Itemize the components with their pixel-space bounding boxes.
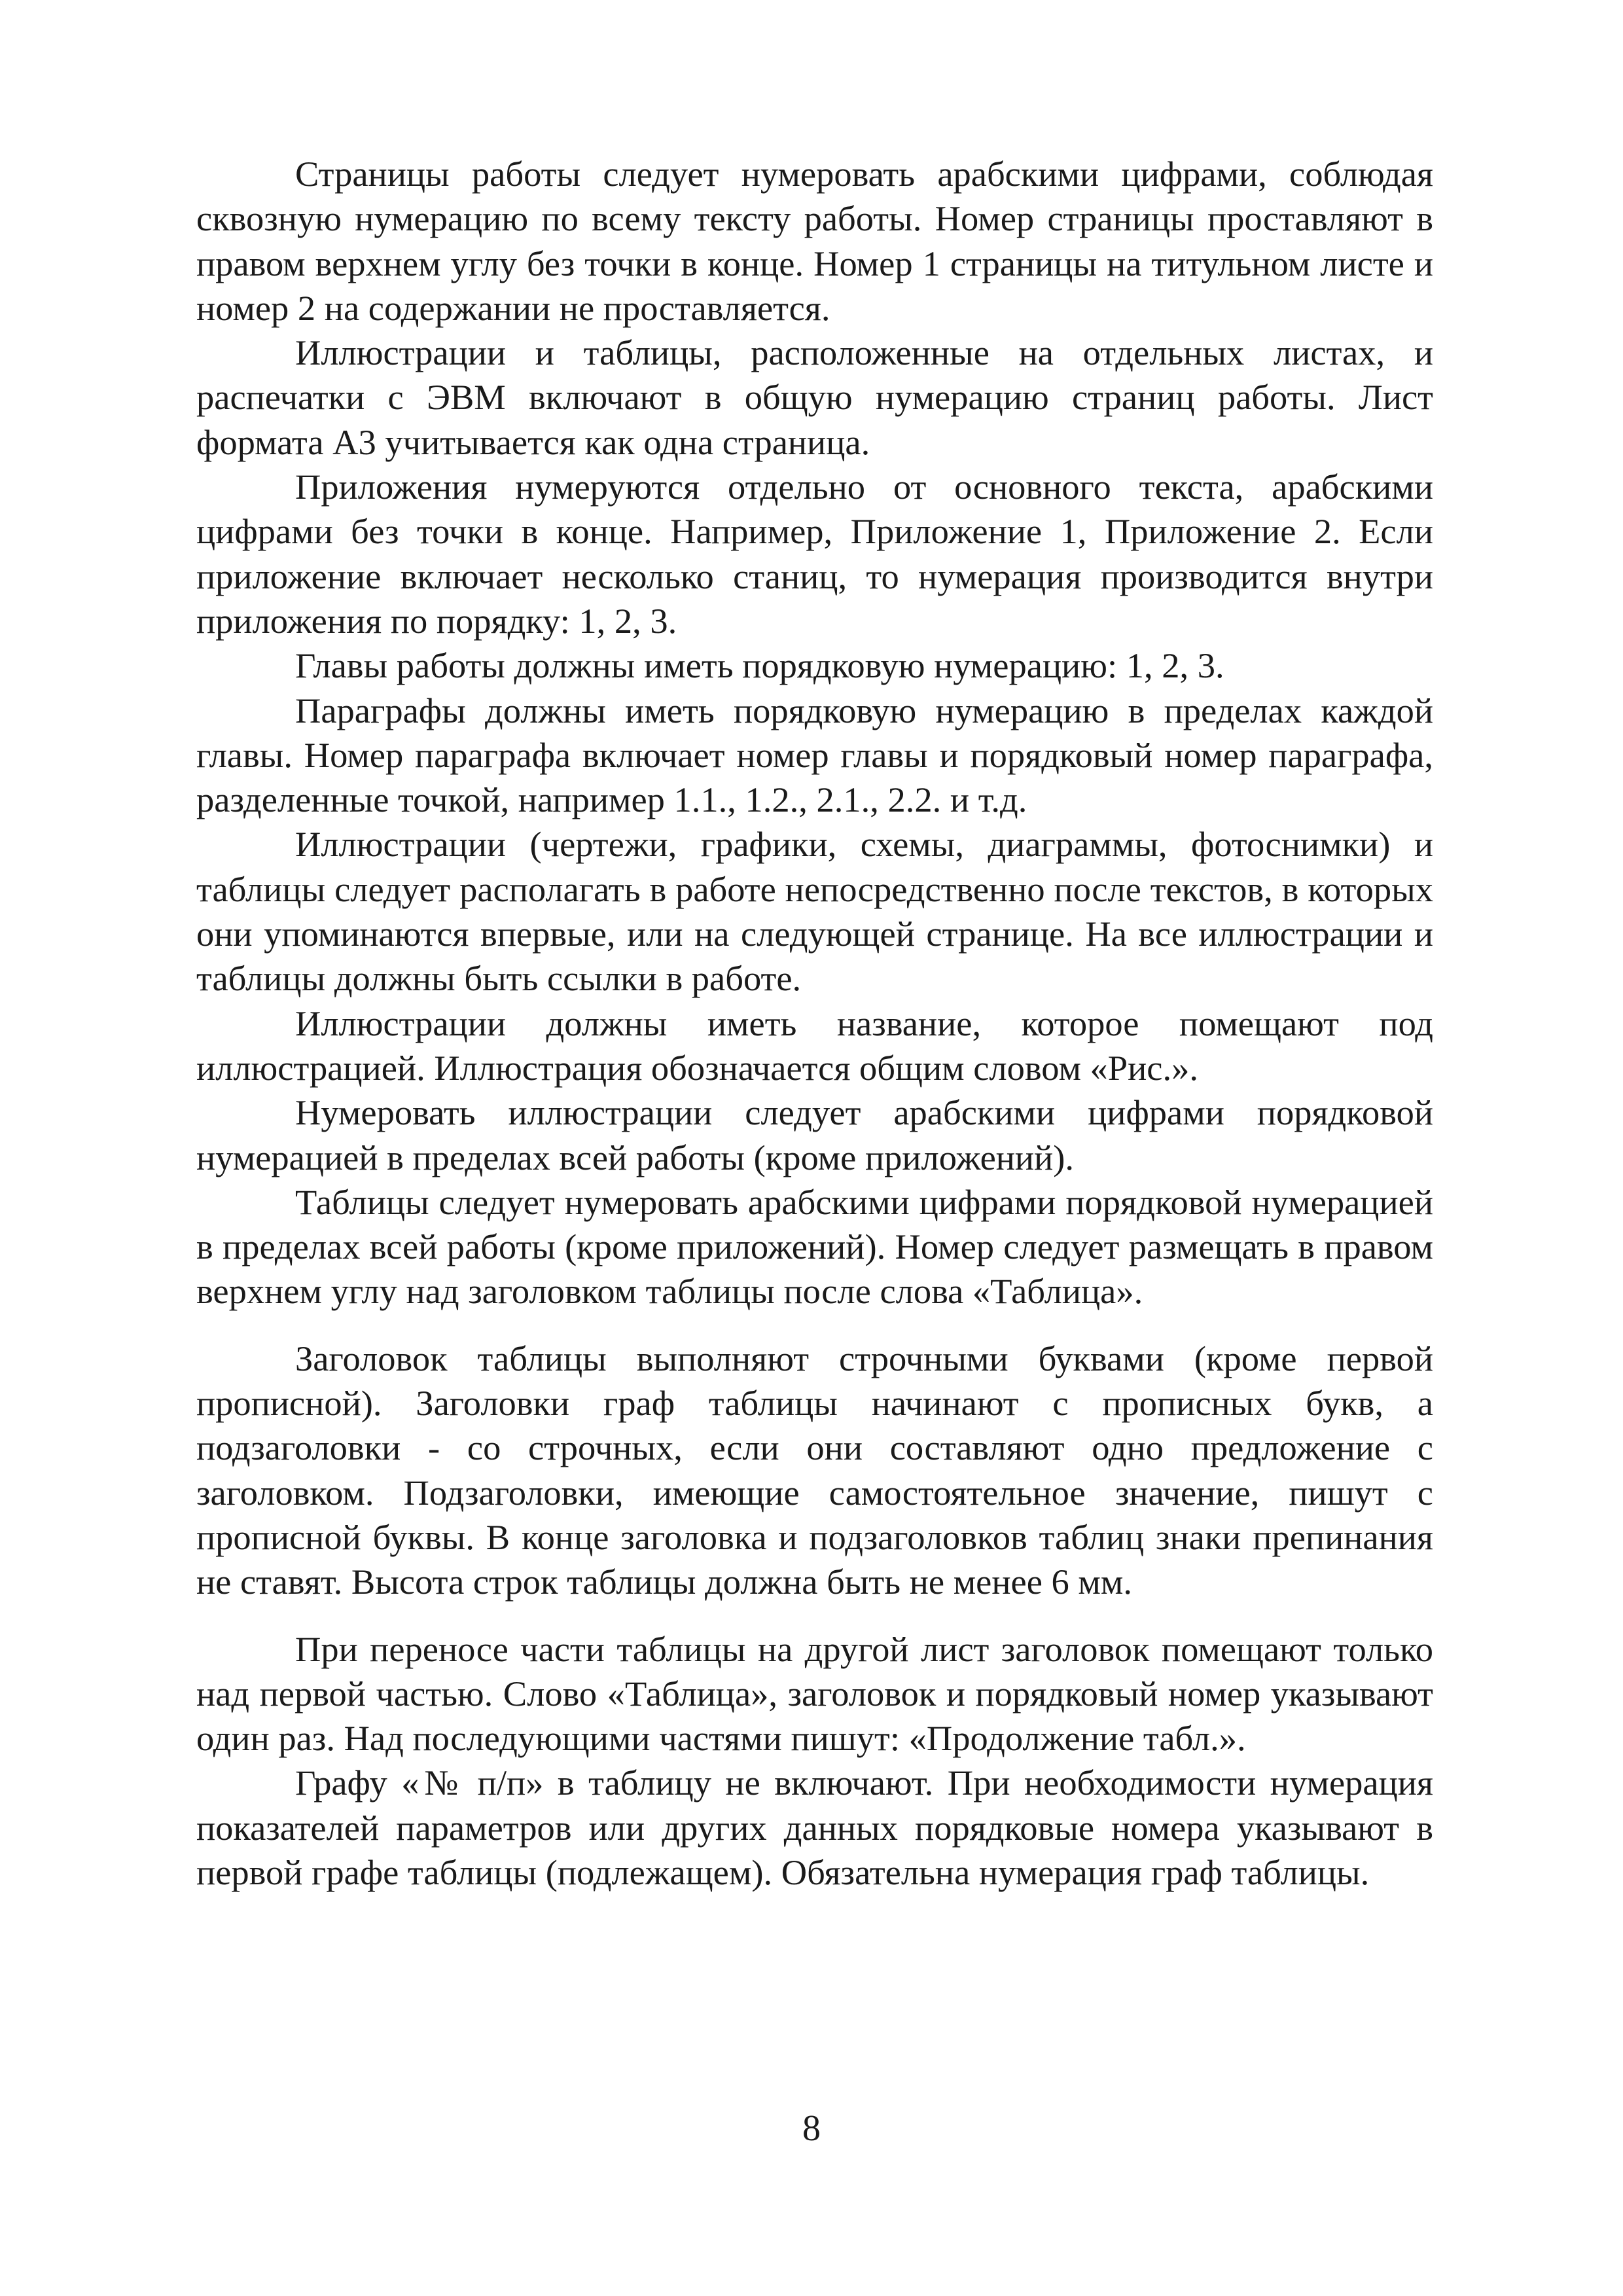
paragraph-table-columns: Графу «№ п/п» в таблицу не включают. При необходимости нумерация показателей параметров или других данных порядковые номера указывают в первой графе таблицы (подлежащем). Обязательна нумерация граф таблицы. [196, 1763, 1433, 1892]
paragraph-table-numbering: Таблицы следует нумеровать арабскими цифрами порядковой нумерацией в пределах всей работы (кроме приложений). Номер следует размещать в правом верхнем углу над заголовком таблицы после слова «Таблица». [196, 1181, 1433, 1312]
paragraph-illustration-numbering: Нумеровать иллюстрации следует арабскими цифрами порядковой нумерацией в пределах всей работы (кроме приложений). [196, 1092, 1433, 1177]
paragraph-chapter-numbering: Главы работы должны иметь порядковую нумерацию: 1, 2, 3. [295, 645, 1224, 686]
paragraph-page-numbering: Страницы работы следует нумеровать арабскими цифрами, соблюдая сквозную нумерацию по всему тексту работы. Номер страницы проставляют в правом верхнем углу без точки в конце. Номер 1 страницы на титульном листе и номер 2 на содержании не проставляется. [196, 154, 1433, 328]
paragraph-section-numbering: Параграфы должны иметь порядковую нумерацию в пределах каждой главы. Номер параграфа включает номер главы и порядковый номер параграфа, разделенные точкой, например 1.1., 1.2., 2.1., 2.2. и т.д. [196, 690, 1433, 820]
paragraph-table-continuation: При переносе части таблицы на другой лист заголовок помещают только над первой частью. Слово «Таблица», заголовок и порядковый номер указывают один раз. Над последующими частями пишут: «Продолжение табл.». [196, 1628, 1433, 1759]
page-number: 8 [802, 2108, 821, 2149]
paragraph-appendix-numbering: Приложения нумеруются отдельно от основного текста, арабскими цифрами без точки в конце. Например, Приложение 1, Приложение 2. Если приложение включает несколько станиц, то нумерация производится внутри приложения по порядку: 1, 2, 3. [196, 467, 1433, 641]
paragraph-table-heading: Заголовок таблицы выполняют строчными буквами (кроме первой прописной). Заголовки граф таблицы начинают с прописных букв, а подзаголовки - со строчных, если они составляют одно предложение с заголовком. Подзаголовки, имеющие самостоятельное значение, пишут с прописной буквы. В конце заголовка и подзаголовков таблиц знаки препинания не ставят. Высота строк таблицы должна быть не менее 6 мм. [196, 1338, 1433, 1602]
paragraph-illustration-placement: Иллюстрации (чертежи, графики, схемы, диаграммы, фотоснимки) и таблицы следует располагать в работе непосредственно после текстов, в которых они упоминаются впервые, или на следующей странице. На все иллюстрации и таблицы должны быть ссылки в работе. [196, 824, 1433, 999]
body-text [196, 152, 1433, 1895]
paragraph-illustration-pages: Иллюстрации и таблицы, расположенные на отдельных листах, и распечатки с ЭВМ включают в общую нумерацию страниц работы. Лист формата А3 учитывается как одна страница. [196, 332, 1433, 462]
paragraph-illustration-caption: Иллюстрации должны иметь название, которое помещают под иллюстрацией. Иллюстрация обозначается общим словом «Рис.». [196, 1003, 1433, 1088]
